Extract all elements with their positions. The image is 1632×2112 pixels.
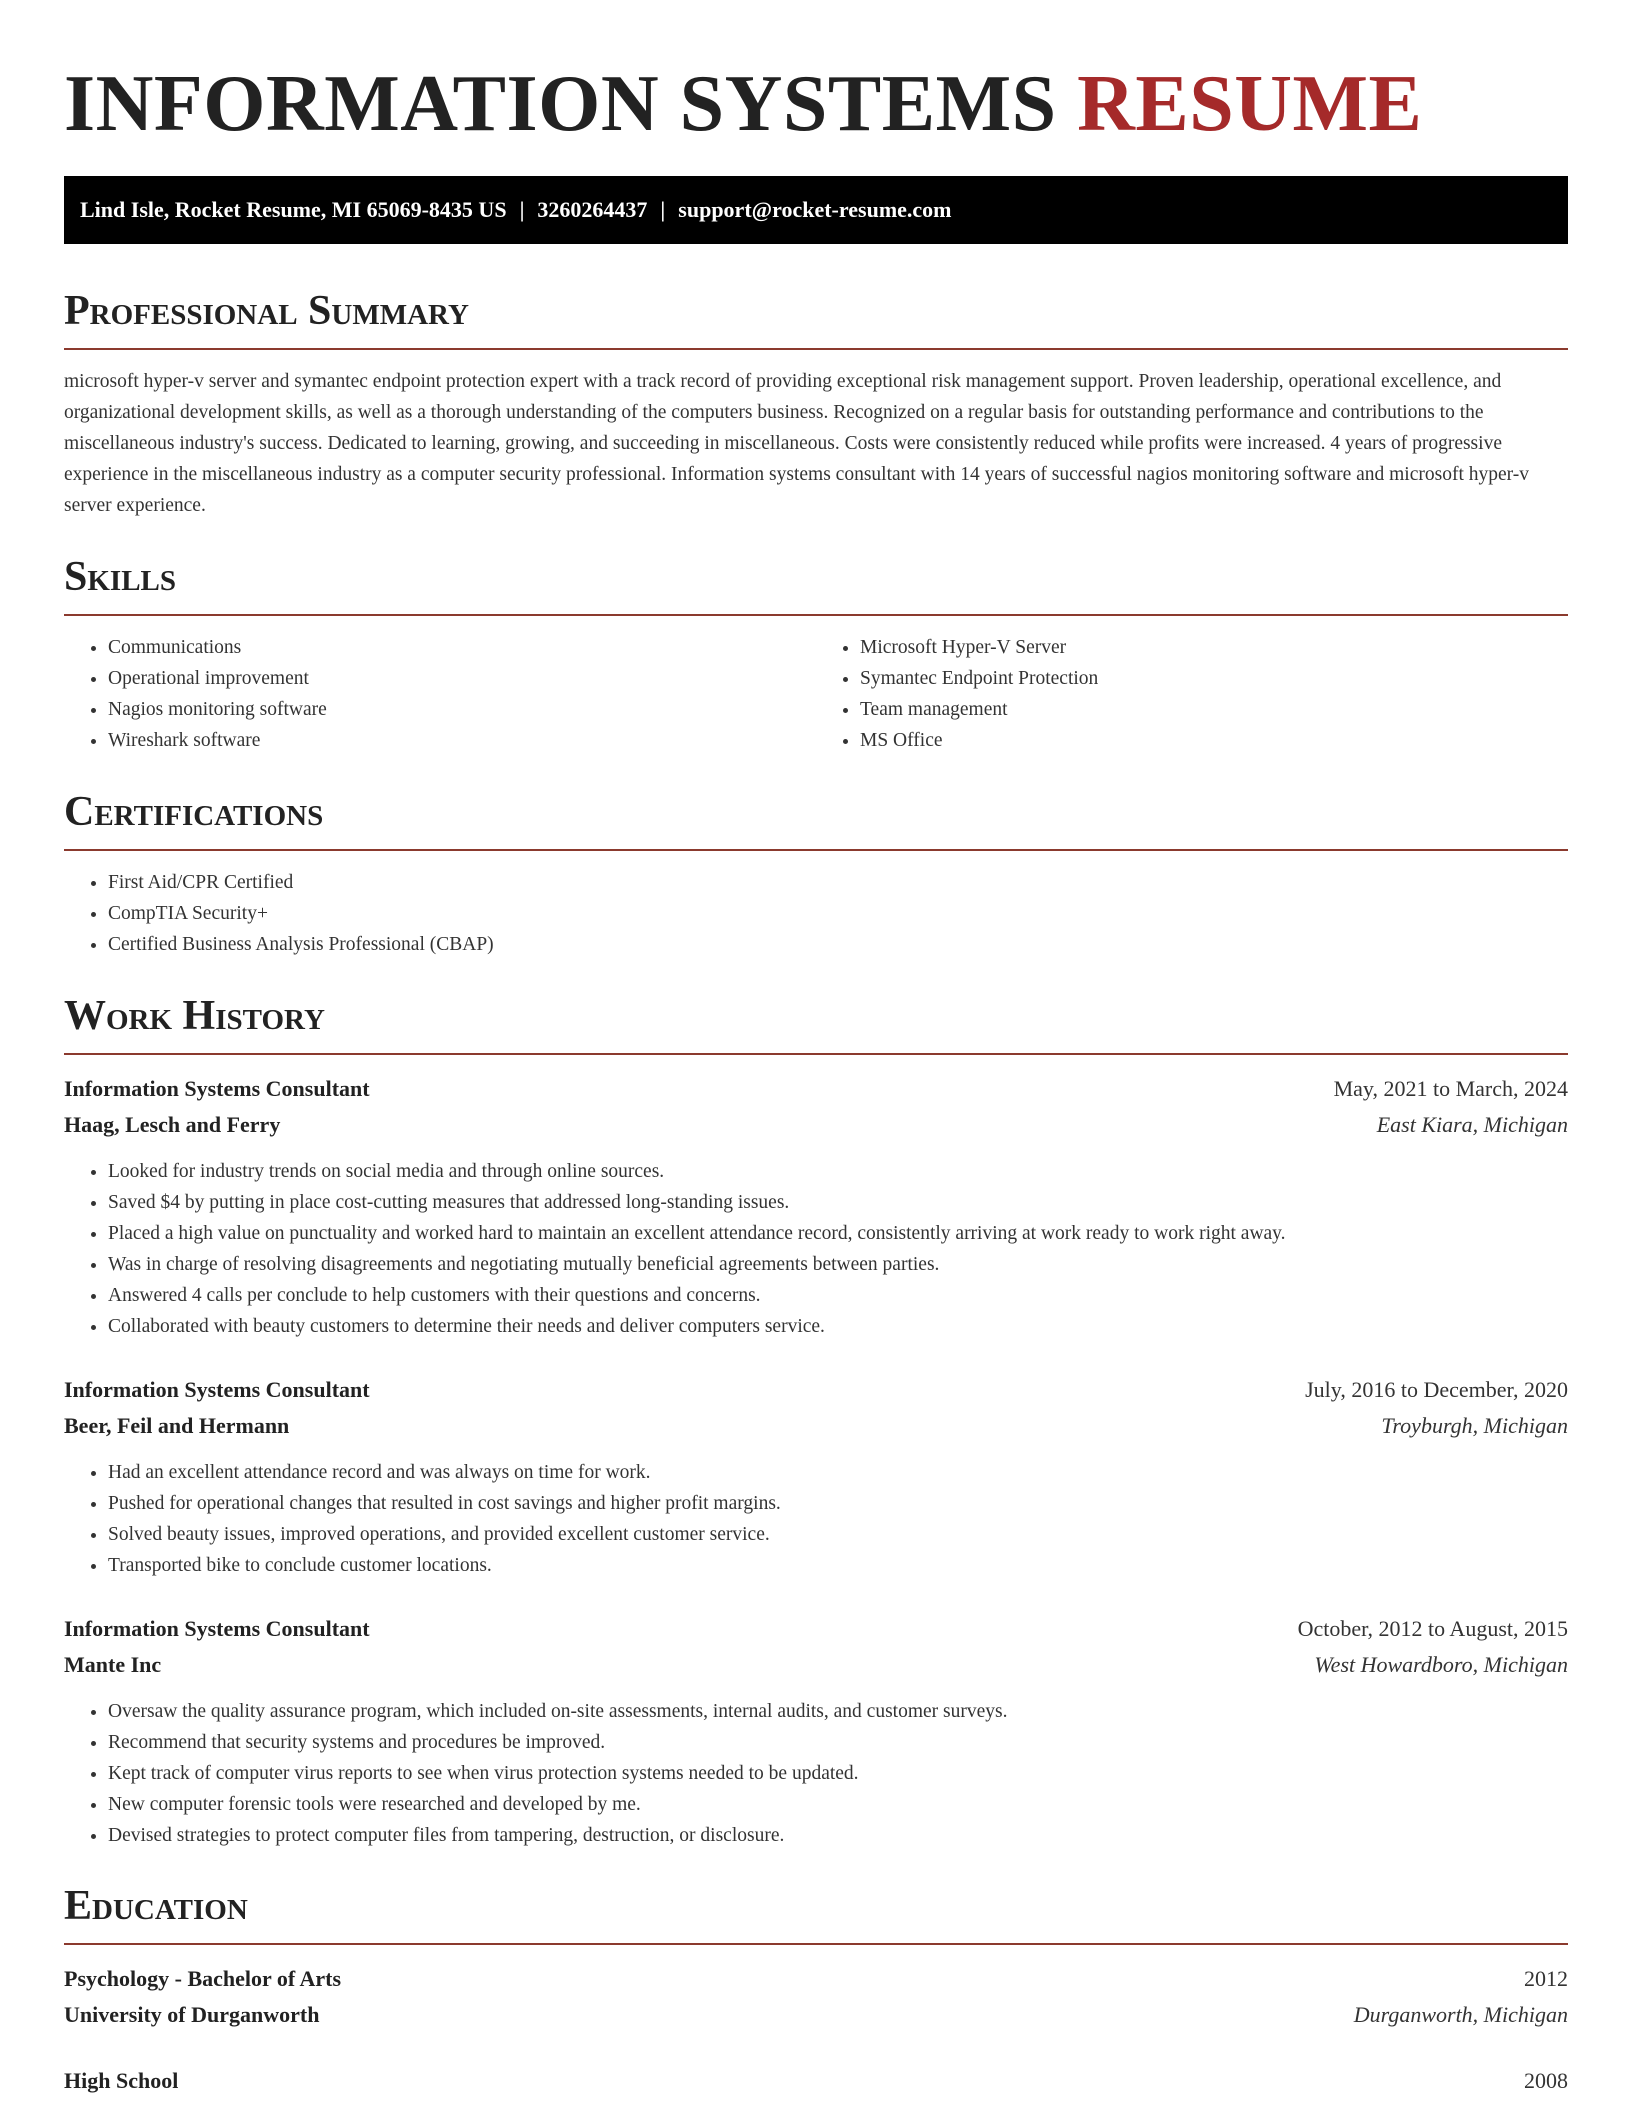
- education-entry: [64, 2063, 1568, 2099]
- job-duty: • Had an excellent attendance record and was always on time for work.: [108, 1457, 1568, 1488]
- job-title: Information Systems Consultant: [64, 1377, 370, 1402]
- job-title-row: [64, 1071, 1568, 1107]
- skill-item: • Symantec Endpoint Protection: [860, 663, 1568, 694]
- education-year: 2012: [1524, 1966, 1568, 1991]
- job-entry: [64, 1611, 1568, 1851]
- job-duties-list: [64, 1156, 1568, 1342]
- certifications-list: [64, 867, 1568, 960]
- contact-separator: |: [660, 197, 666, 222]
- skills-section: [64, 552, 1568, 756]
- certification-item: • CompTIA Security+: [108, 898, 1568, 929]
- job-duty: • Looked for industry trends on social media and through online sources.: [108, 1156, 1568, 1187]
- job-location: West Howardboro, Michigan: [1314, 1652, 1568, 1677]
- title-main: INFORMATION SYSTEMS: [64, 60, 1057, 148]
- contact-bar: [64, 176, 1568, 244]
- job-entry: [64, 1071, 1568, 1342]
- job-company-row: [64, 1107, 1568, 1143]
- education-section: [64, 1881, 1568, 2099]
- education-school-row: [64, 1997, 1568, 2033]
- skill-item: • MS Office: [860, 725, 1568, 756]
- job-duties-list: [64, 1696, 1568, 1851]
- skill-item: • Wireshark software: [108, 725, 816, 756]
- education-location: Durganworth, Michigan: [1353, 2002, 1568, 2027]
- job-duty: • Saved $4 by putting in place cost-cutting measures that addressed long-standing issues.: [108, 1187, 1568, 1218]
- education-heading: Education: [64, 1883, 248, 1929]
- education-degree: High School: [64, 2068, 179, 2093]
- job-company-row: [64, 1408, 1568, 1444]
- job-duty: • Kept track of computer virus reports to see when virus protection systems needed to be updated.: [108, 1758, 1568, 1789]
- section-divider: [64, 348, 1568, 350]
- job-title-row: [64, 1611, 1568, 1647]
- job-company: Haag, Lesch and Ferry: [64, 1112, 281, 1137]
- resume-page: [64, 0, 1568, 2099]
- resume-title: [64, 0, 1568, 150]
- summary-section: [64, 286, 1568, 521]
- job-duty: • Devised strategies to protect computer files from tampering, destruction, or disclosure.: [108, 1820, 1568, 1851]
- job-duty: • Answered 4 calls per conclude to help customers with their questions and concerns.: [108, 1280, 1568, 1311]
- skills-list-left: [64, 632, 816, 756]
- job-company: Beer, Feil and Hermann: [64, 1413, 290, 1438]
- section-divider: [64, 849, 1568, 851]
- job-duty: • Placed a high value on punctuality and worked hard to maintain an excellent attendance record, consistently arriving at work ready to work right away.: [108, 1218, 1568, 1249]
- job-duty: • Oversaw the quality assurance program, which included on-site assessments, internal audits, and customer surveys.: [108, 1696, 1568, 1727]
- job-dates: July, 2016 to December, 2020: [1305, 1377, 1568, 1402]
- job-duty: • Transported bike to conclude customer locations.: [108, 1550, 1568, 1581]
- job-duty: • New computer forensic tools were researched and developed by me.: [108, 1789, 1568, 1820]
- job-duty: • Was in charge of resolving disagreements and negotiating mutually beneficial agreements between parties.: [108, 1249, 1568, 1280]
- skill-item: • Microsoft Hyper-V Server: [860, 632, 1568, 663]
- job-company-row: [64, 1647, 1568, 1683]
- job-title: Information Systems Consultant: [64, 1076, 370, 1101]
- contact-phone: 3260264437: [537, 197, 648, 222]
- job-duty: • Recommend that security systems and procedures be improved.: [108, 1727, 1568, 1758]
- summary-heading: Professional Summary: [64, 288, 469, 334]
- job-location: Troyburgh, Michigan: [1381, 1413, 1568, 1438]
- contact-email: support@rocket-resume.com: [678, 197, 952, 222]
- skill-item: • Team management: [860, 694, 1568, 725]
- job-duties-list: [64, 1457, 1568, 1581]
- job-entry: [64, 1372, 1568, 1581]
- skills-list-right: [816, 632, 1568, 756]
- job-duty: • Solved beauty issues, improved operations, and provided excellent customer service.: [108, 1519, 1568, 1550]
- work-history-section: [64, 991, 1568, 1851]
- education-degree-row: [64, 1961, 1568, 1997]
- certifications-section: [64, 787, 1568, 960]
- skills-grid: [64, 632, 1568, 756]
- skill-item: • Communications: [108, 632, 816, 663]
- education-degree: Psychology - Bachelor of Arts: [64, 1966, 342, 1991]
- job-location: East Kiara, Michigan: [1376, 1112, 1568, 1137]
- contact-address: Lind Isle, Rocket Resume, MI 65069-8435 US: [80, 197, 507, 222]
- job-title-row: [64, 1372, 1568, 1408]
- certifications-heading: Certifications: [64, 789, 324, 835]
- skills-heading: Skills: [64, 554, 177, 600]
- certification-item: • Certified Business Analysis Professional (CBAP): [108, 929, 1568, 960]
- education-entry: [64, 1961, 1568, 2033]
- contact-separator: |: [519, 197, 525, 222]
- job-duty: • Collaborated with beauty customers to determine their needs and deliver computers service.: [108, 1311, 1568, 1342]
- section-divider: [64, 1053, 1568, 1055]
- job-title: Information Systems Consultant: [64, 1616, 370, 1641]
- education-degree-row: [64, 2063, 1568, 2099]
- skill-item: • Nagios monitoring software: [108, 694, 816, 725]
- certification-item: • First Aid/CPR Certified: [108, 867, 1568, 898]
- section-divider: [64, 614, 1568, 616]
- section-divider: [64, 1943, 1568, 1945]
- job-dates: October, 2012 to August, 2015: [1297, 1616, 1568, 1641]
- skill-item: • Operational improvement: [108, 663, 816, 694]
- education-year: 2008: [1524, 2068, 1568, 2093]
- title-accent: RESUME: [1077, 60, 1423, 148]
- job-dates: May, 2021 to March, 2024: [1333, 1076, 1568, 1101]
- work-history-heading: Work History: [64, 993, 325, 1039]
- job-company: Mante Inc: [64, 1652, 162, 1677]
- job-duty: • Pushed for operational changes that resulted in cost savings and higher profit margins.: [108, 1488, 1568, 1519]
- education-school: University of Durganworth: [64, 2002, 320, 2027]
- summary-text: microsoft hyper-v server and symantec endpoint protection expert with a track record of providing exceptional risk management support. Proven leadership, operational excellence, and organizational development skills, as well as a thorough understanding of the computers business. Recognized on a regular basis for outstanding performance and contributions to the miscellaneous industry's success. Dedicated to learning, growing, and succeeding in miscellaneous. Costs were consistently reduced while profits were increased. 4 years of progressive experience in the miscellaneous industry as a computer security professional. Information systems consultant with 14 years of successful nagios monitoring software and microsoft hyper-v server experience.: [64, 371, 1529, 516]
